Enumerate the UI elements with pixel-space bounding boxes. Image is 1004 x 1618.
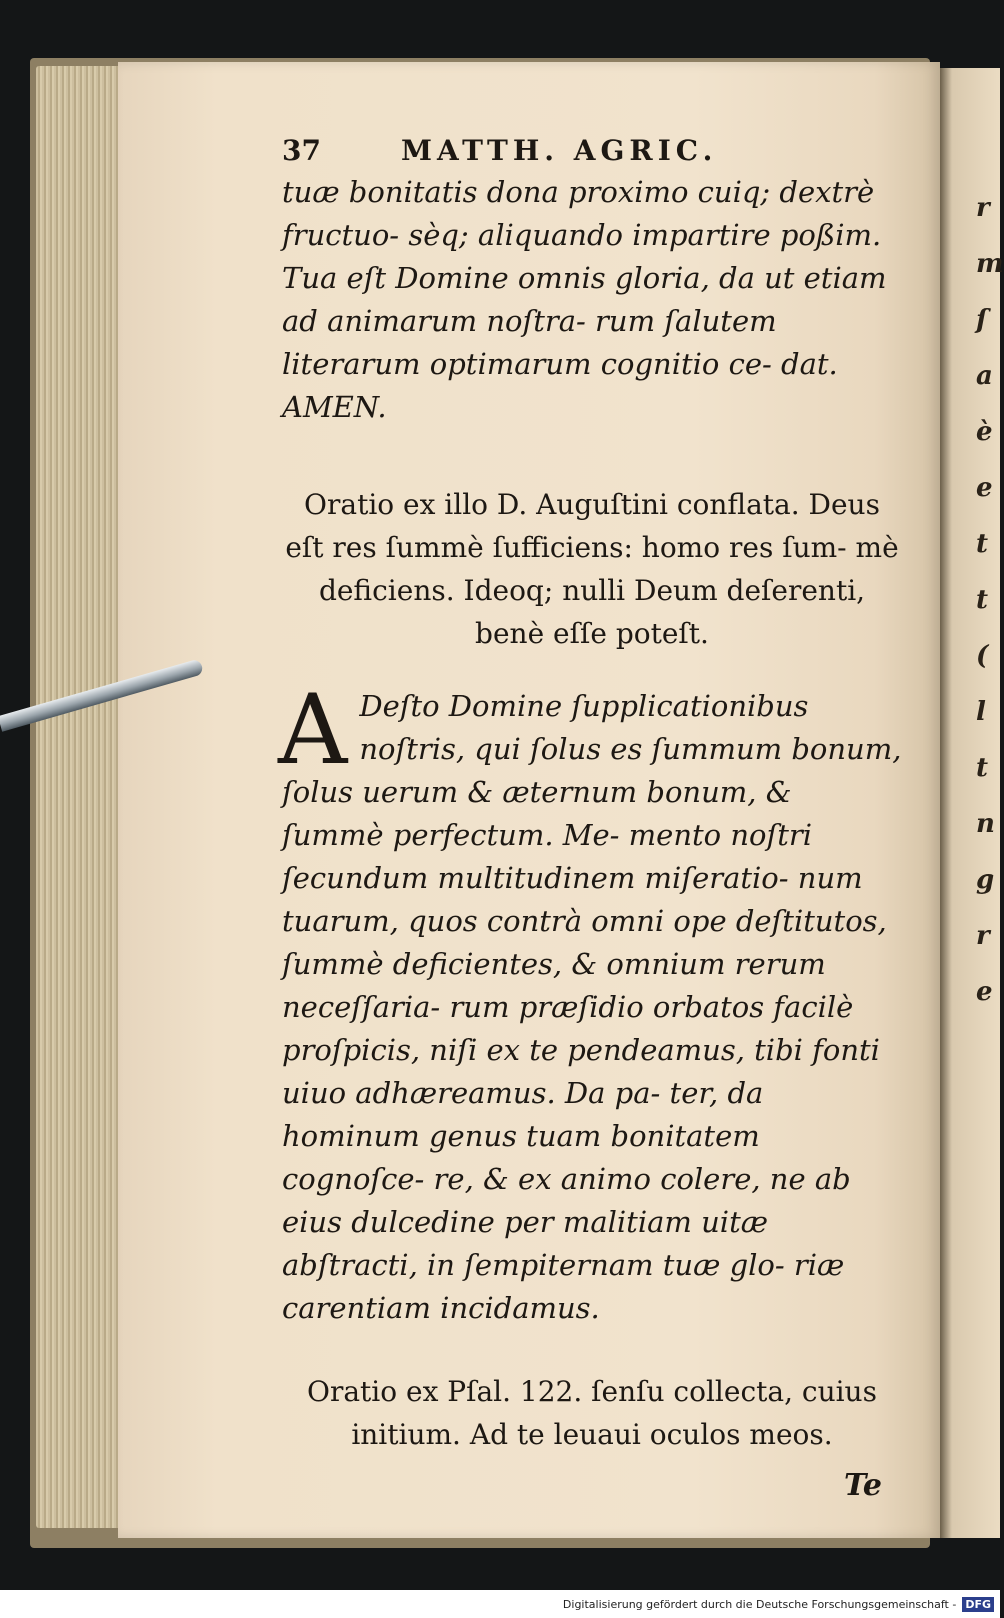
catchword: Te	[844, 1468, 882, 1503]
page-text	[278, 134, 902, 1503]
prayer-heading: Oratio ex illo D. Auguſtini conflata. Deus eſt res ſummè ſufficiens: homo res ſum- mè deficiens. Ideoq; nulli Deum deſerenti, benè eſſe poteſt.	[285, 488, 899, 650]
continuation-paragraph: tuæ bonitatis dona proximo cuiq; dextrè fructuo- sèq; aliquando impartire poßim. Tua eſt Domine omnis gloria, da ut etiam ad animarum noſtra- rum ſalutem literarum optimarum cognitio ce- dat. AMEN.	[282, 175, 887, 424]
page-edges	[36, 66, 126, 1528]
prayer-text: Deſto Domine ſupplicationibus noſtris, qui ſolus es ſummum bonum, ſolus uerum & æternum bonum, & ſummè perfectum. Me- mento noſtri ſecundum multitudinem miſeratio- num tuarum, quos contrà omni ope deſtitutos, ſummè deficientes, & omnium rerum neceſſaria- rum præſidio orbatos facilè proſpicis, niſi ex te pendeamus, tibi fonti uiuo adhæreamus. Da pa- ter, da hominum genus tuam bonitatem cognoſce- re, & ex animo colere, ne ab eius dulcedine per malitiam uitæ abſtracti, in ſempiternam tuæ glo- riæ carentiam incidamus.	[282, 689, 902, 1325]
drop-cap: A	[278, 674, 348, 786]
psalm-heading: Oratio ex Pſal. 122. ſenſu collecta, cuius initium. Ad te leuaui oculos meos.	[307, 1375, 877, 1451]
facing-page-fragments: r m ſ a è e t t ( l t n g r e	[976, 193, 1004, 1007]
running-head	[282, 134, 902, 167]
page-number: 37	[282, 134, 321, 167]
prayer-paragraph	[278, 674, 902, 1330]
running-title: MATTH. AGRIC.	[400, 134, 718, 167]
digitization-footer	[0, 1590, 1000, 1618]
footer-credit: Digitalisierung gefördert durch die Deutsche Forschungsgemeinschaft -	[562, 1597, 957, 1611]
dfg-logo: DFG	[962, 1597, 994, 1612]
